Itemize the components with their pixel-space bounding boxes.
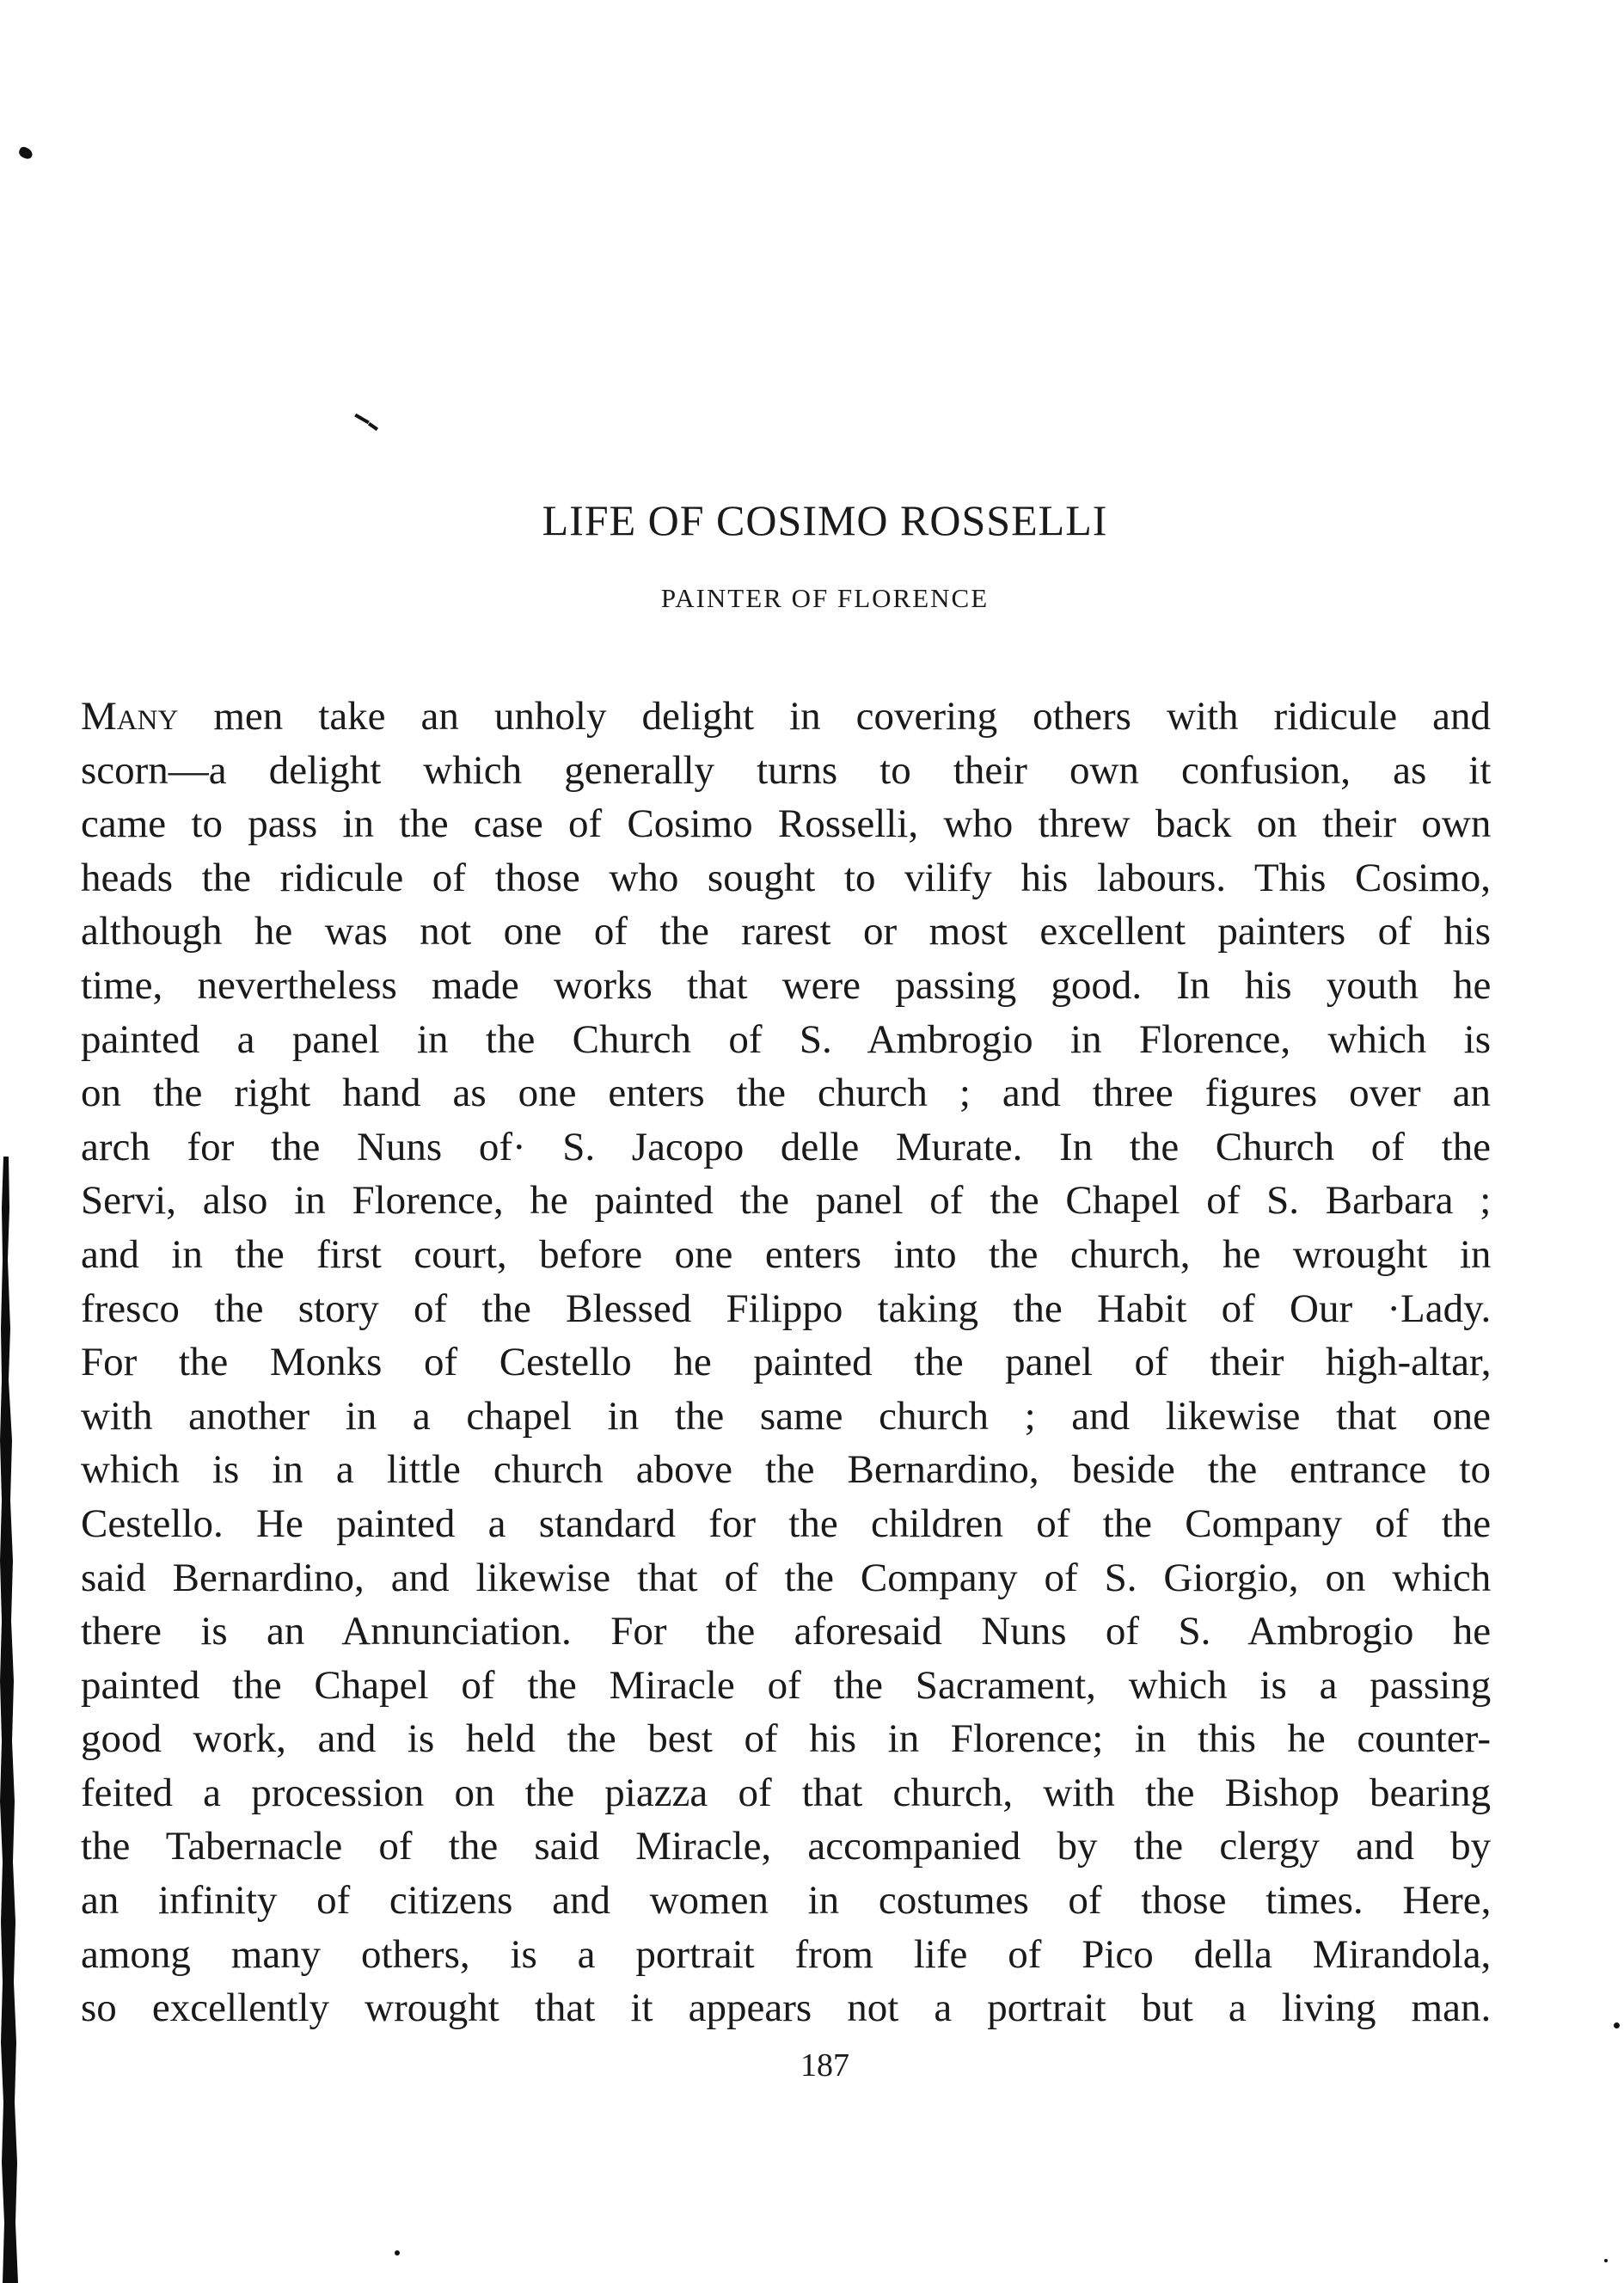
text-line: scorn—a delight which generally turns to their own confusion, as it — [81, 747, 1492, 793]
text-line: came to pass in the case of Cosimo Rosselli, who threw back on their own — [81, 801, 1492, 847]
stray-ink-mark — [354, 414, 370, 424]
stray-ink-dot — [1604, 2259, 1608, 2262]
text-line: Cestello. He painted a standard for the children of the Company of the — [81, 1501, 1492, 1546]
text-line: among many others, is a portrait from life of Pico della Mirandola, — [81, 1931, 1492, 1977]
text-line: heads the ridicule of those who sought to vilify his labours. This Cosimo, — [81, 855, 1491, 900]
text-line: the Tabernacle of the said Miracle, accompanied by the clergy and by — [81, 1824, 1492, 1869]
text-line: Servi, also in Florence, he painted the panel of the Chapel of S. Barbara ; — [81, 1178, 1492, 1224]
body-paragraph — [81, 690, 1491, 2035]
binding-edge — [0, 1157, 22, 2283]
text-line-rest: men take an unholy delight in covering others with ridicule and — [178, 694, 1491, 739]
text-line: painted a panel in the Church of S. Ambrogio in Florence, which is — [81, 1016, 1491, 1062]
chapter-title: LIFE OF COSIMO ROSSELLI — [542, 496, 1108, 544]
text-line: so excellently wrought that it appears not a portrait but a living man. — [81, 1985, 1492, 2031]
text-line: with another in a chapel in the same church ; and likewise that one — [81, 1393, 1491, 1439]
page-number: 187 — [800, 2047, 849, 2084]
stray-ink-dot — [1614, 2022, 1620, 2028]
text-line: fresco the story of the Blessed Filippo taking the Habit of Our ·Lady. — [81, 1286, 1492, 1331]
text-line: good work, and is held the best of his in Florence; in this he counter- — [81, 1716, 1491, 1762]
chapter-subtitle: PAINTER OF FLORENCE — [660, 583, 990, 613]
text-line: there is an Annunciation. For the aforesaid Nuns of S. Ambrogio he — [81, 1609, 1492, 1654]
text-line: painted the Chapel of the Miracle of the Sacrament, which is a passing — [81, 1662, 1492, 1708]
text-line: which is in a little church above the Bernardino, beside the entrance to — [81, 1447, 1491, 1493]
text-line: an infinity of citizens and women in costumes of those times. Here, — [81, 1878, 1492, 1924]
text-line — [81, 690, 1491, 744]
text-line: For the Monks of Cestello he painted the panel of their high-altar, — [81, 1340, 1492, 1385]
text-line: although he was not one of the rarest or most excellent painters of his — [81, 909, 1491, 954]
text-line: arch for the Nuns of· S. Jacopo delle Murate. In the Church of the — [81, 1124, 1491, 1169]
drop-word: Many — [81, 694, 179, 739]
text-line: on the right hand as one enters the church ; and three figures over an — [81, 1071, 1491, 1116]
stray-ink-mark — [17, 145, 34, 161]
text-line: and in the first court, before one enters into the church, he wrought in — [81, 1231, 1492, 1277]
stray-ink-dot — [395, 2250, 400, 2255]
text-line: said Bernardino, and likewise that of the Company of S. Giorgio, on which — [81, 1555, 1492, 1600]
stray-ink-mark — [368, 422, 378, 431]
text-line: time, nevertheless made works that were passing good. In his youth he — [81, 962, 1492, 1008]
text-line: feited a procession on the piazza of that church, with the Bishop bearing — [81, 1770, 1491, 1815]
